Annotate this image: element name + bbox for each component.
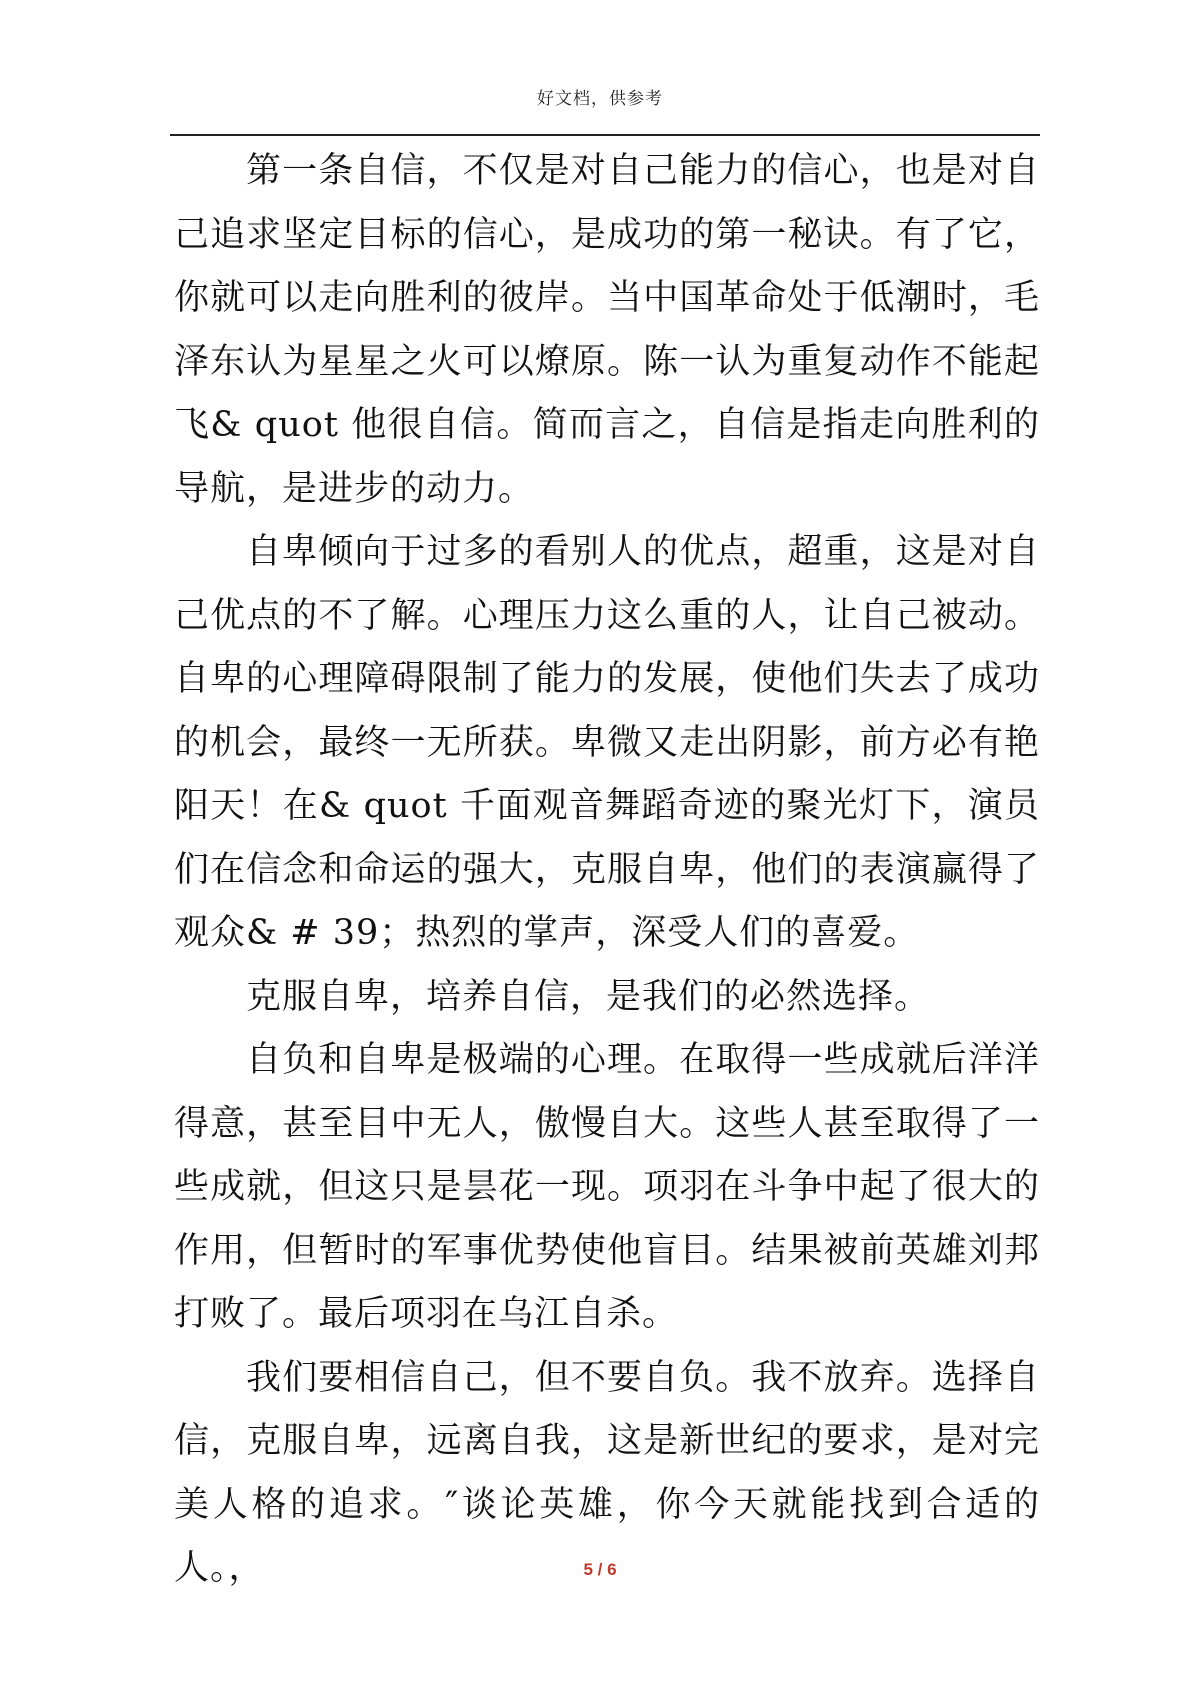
header-divider [170, 134, 1040, 136]
page-number: 5 / 6 [583, 1560, 617, 1579]
paragraph-4: 自负和自卑是极端的心理。在取得一些成就后洋洋得意，甚至目中无人，傲慢自大。这些人甚至取得了一些成就，但这只是昙花一现。项羽在斗争中起了很大的作用，但暂时的军事优势使他盲目。结果被前英雄刘邦打败了。最后项羽在乌江自杀。 [174, 1040, 1040, 1334]
paragraph-1: 第一条自信，不仅是对自己能力的信心，也是对自己追求坚定目标的信心，是成功的第一秘诀。有了它，你就可以走向胜利的彼岸。当中国革命处于低潮时，毛泽东认为星星之火可以燎原。陈一认为重复动作不能起飞& quot 他很自信。简而言之，自信是指走向胜利的导航，是进步的动力。 [174, 151, 1040, 509]
paragraph-2: 自卑倾向于过多的看别人的优点，超重，这是对自己优点的不了解。心理压力这么重的人，让自己被动。自卑的心理障碍限制了能力的发展，使他们失去了成功的机会，最终一无所获。卑微又走出阴影，前方必有艳阳天！在& quot 千面观音舞蹈奇迹的聚光灯下，演员们在信念和命运的强大，克服自卑，他们的表演赢得了观众& # 39；热烈的掌声，深受人们的喜爱。 [174, 532, 1040, 953]
page-header: 好文档，供参考 [537, 89, 663, 109]
paragraph-5: 我们要相信自己，但不要自负。我不放弃。选择自信，克服自卑，远离自我，这是新世纪的要求，是对完美人格的追求。″谈论英雄，你今天就能找到合适的人。， [174, 1357, 1040, 1588]
document-body [174, 140, 1040, 1601]
paragraph-3: 克服自卑，培养自信，是我们的必然选择。 [246, 976, 931, 1017]
